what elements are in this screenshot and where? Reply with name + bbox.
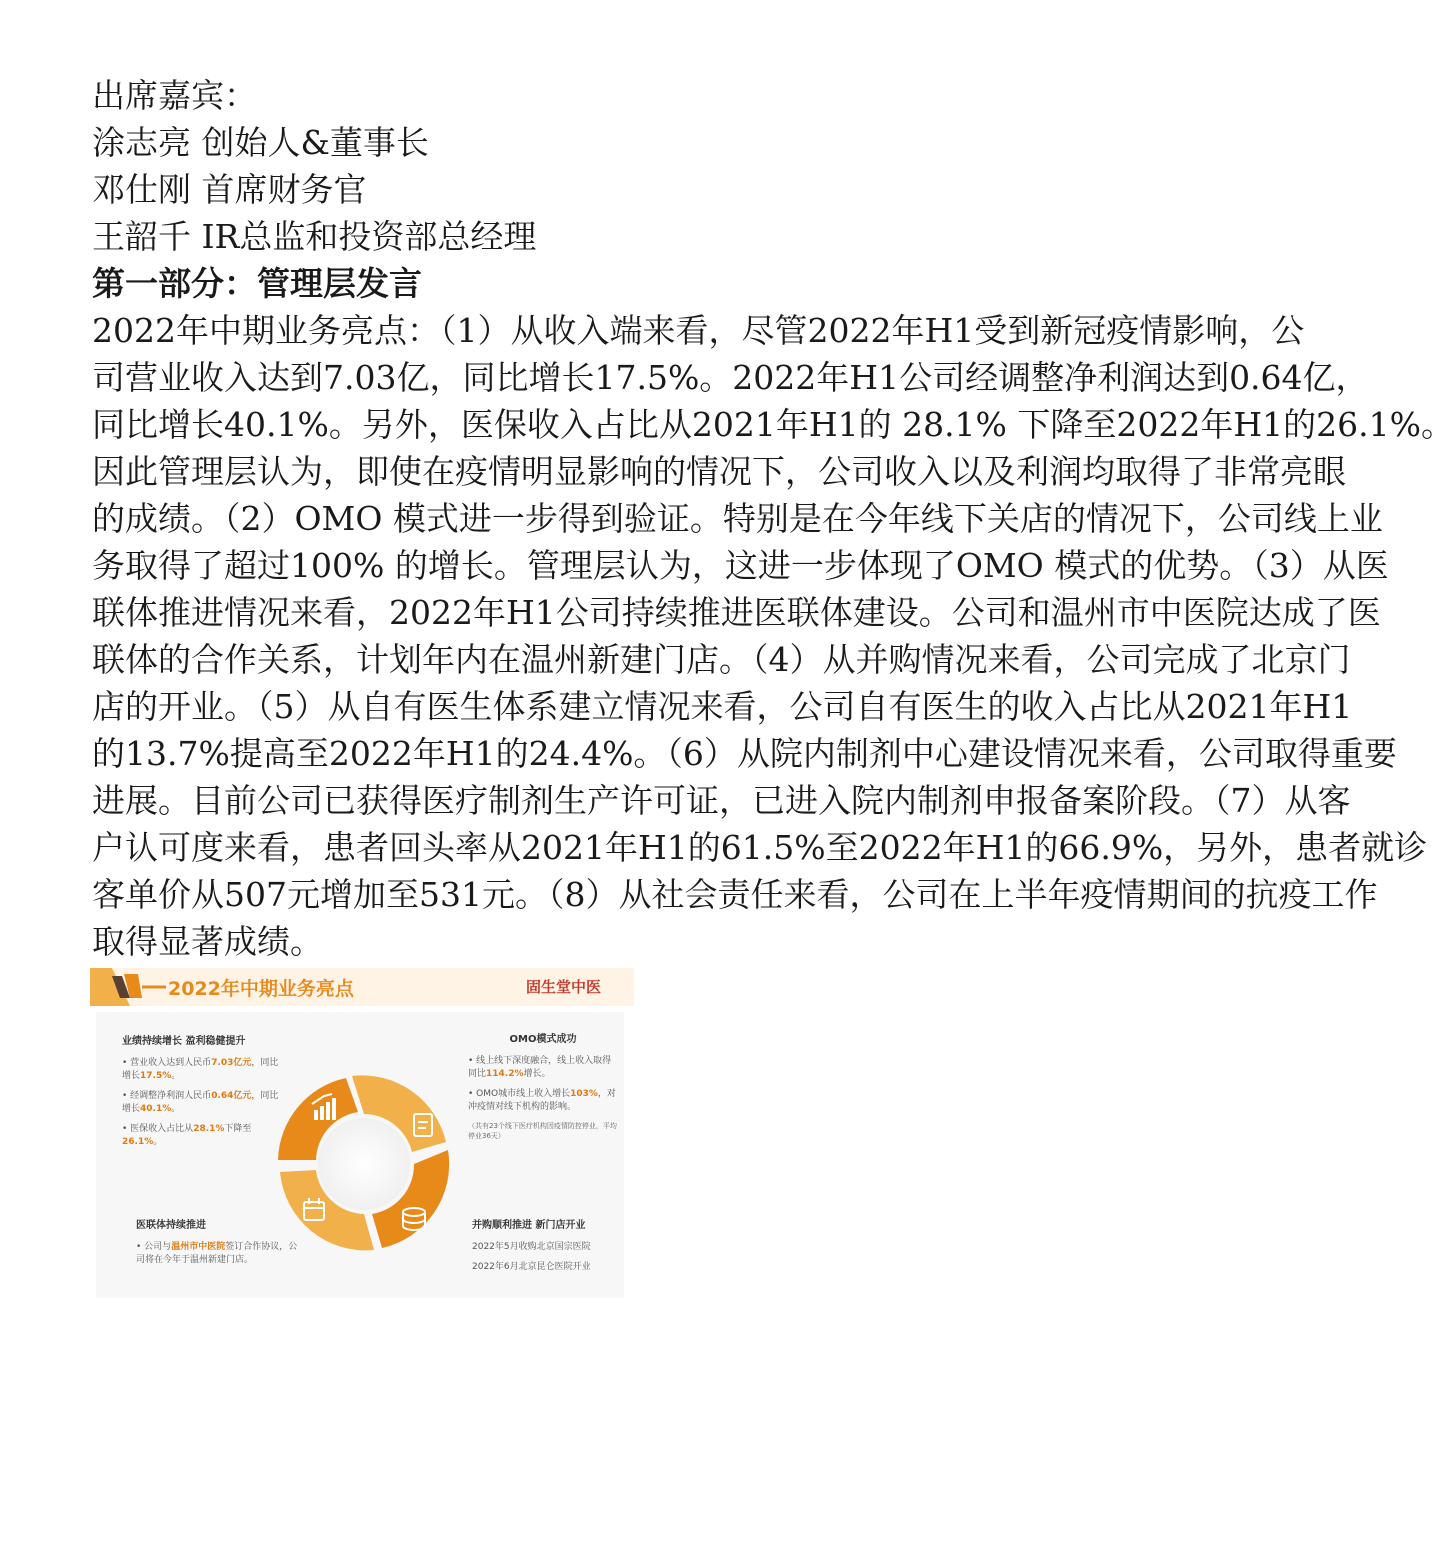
text-line: 客单价从507元增加至531元。（8）从社会责任来看，公司在上半年疫情期间的抗疫工作 bbox=[92, 875, 1378, 914]
title-decoration-icon bbox=[90, 968, 170, 1006]
text-line: 邓仕刚 首席财务官 bbox=[92, 170, 367, 209]
figure-title-bar bbox=[90, 968, 634, 1006]
text-line: 的13.7%提高至2022年H1的24.4%。（6）从院内制剂中心建设情况来看，公司取得重要 bbox=[92, 734, 1397, 773]
box-heading: 医联体持续推进 bbox=[136, 1220, 206, 1231]
performance-bullet: • 经调整净利润人民币0.64亿元，同比增长40.1%。 bbox=[122, 1091, 279, 1114]
highlights-figure bbox=[90, 968, 634, 1298]
box-mna bbox=[472, 1216, 622, 1281]
text-line: 涂志亮 创始人&董事长 bbox=[92, 123, 429, 162]
omo-bullet-2: • OMO城市线上收入增长103%，对冲疫情对线下机构的影响。 bbox=[468, 1089, 616, 1112]
text-line: 取得显著成绩。 bbox=[92, 922, 323, 961]
box-heading: 并购顺利推进 新门店开业 bbox=[472, 1220, 586, 1231]
box-heading: OMO模式成功 bbox=[509, 1034, 577, 1045]
text-line: 同比增长40.1%。另外，医保收入占比从2021年H1的 28.1% 下降至2022年H1的26.1%。 bbox=[92, 405, 1454, 444]
box-heading: 业绩持续增长 盈利稳健提升 bbox=[122, 1036, 246, 1047]
figure-title: 2022年中期业务亮点 bbox=[168, 978, 354, 1000]
text-line: 进展。目前公司已获得医疗制剂生产许可证，已进入院内制剂申报备案阶段。（7）从客 bbox=[92, 781, 1351, 820]
text-line: 务取得了超过100% 的增长。管理层认为，这进一步体现了OMO 模式的优势。（3）从医 bbox=[92, 546, 1389, 585]
brand-logo: 固生堂中医 bbox=[526, 978, 602, 996]
text-line: 因此管理层认为，即使在疫情明显影响的情况下，公司收入以及利润均取得了非常亮眼 bbox=[92, 452, 1346, 491]
performance-bullet: • 医保收入占比从28.1%下降至26.1%。 bbox=[122, 1124, 252, 1147]
omo-bullet-1: • 线上线下深度融合，线上收入取得同比114.2%增长。 bbox=[468, 1056, 612, 1079]
box-omo bbox=[468, 1030, 618, 1141]
performance-bullet: • 营业收入达到人民币7.03亿元，同比增长17.5%。 bbox=[122, 1058, 279, 1081]
alliance-bullet: • 公司与温州市中医院签订合作协议，公司将在今年于温州新建门店。 bbox=[136, 1242, 298, 1265]
figure-panel bbox=[96, 1012, 624, 1298]
cycle-center bbox=[318, 1118, 410, 1210]
text-line: 第一部分：管理层发言 bbox=[92, 264, 422, 303]
text-line: 2022年中期业务亮点：（1）从收入端来看，尽管2022年H1受到新冠疫情影响，公 bbox=[92, 311, 1305, 350]
text-line: 联体的合作关系，计划年内在温州新建门店。（4）从并购情况来看，公司完成了北京门 bbox=[92, 640, 1351, 679]
box-performance bbox=[122, 1032, 282, 1156]
text-line: 户认可度来看，患者回头率从2021年H1的61.5%至2022年H1的66.9%，另外，患者就诊 bbox=[92, 828, 1428, 867]
box-alliance bbox=[136, 1216, 306, 1274]
mna-bullet-2: 2022年6月北京昆仑医院开业 bbox=[472, 1262, 591, 1272]
text-line: 司营业收入达到7.03亿，同比增长17.5%。2022年H1公司经调整净利润达到0.64亿， bbox=[92, 358, 1369, 397]
text-line: 的成绩。（2）OMO 模式进一步得到验证。特别是在今年线下关店的情况下，公司线上业 bbox=[92, 499, 1383, 538]
text-line: 联体推进情况来看，2022年H1公司持续推进医联体建设。公司和温州市中医院达成了医 bbox=[92, 593, 1381, 632]
mna-bullet-1: 2022年5月收购北京国宗医院 bbox=[472, 1242, 591, 1252]
document-body bbox=[92, 72, 1454, 965]
text-line: 出席嘉宾： bbox=[92, 76, 257, 115]
omo-note: （共有23个线下医疗机构因疫情防控停业，平均停业36天） bbox=[468, 1122, 617, 1140]
text-line: 王韶千 IR总监和投资部总经理 bbox=[92, 217, 537, 256]
text-line: 店的开业。（5）从自有医生体系建立情况来看，公司自有医生的收入占比从2021年H1 bbox=[92, 687, 1353, 726]
